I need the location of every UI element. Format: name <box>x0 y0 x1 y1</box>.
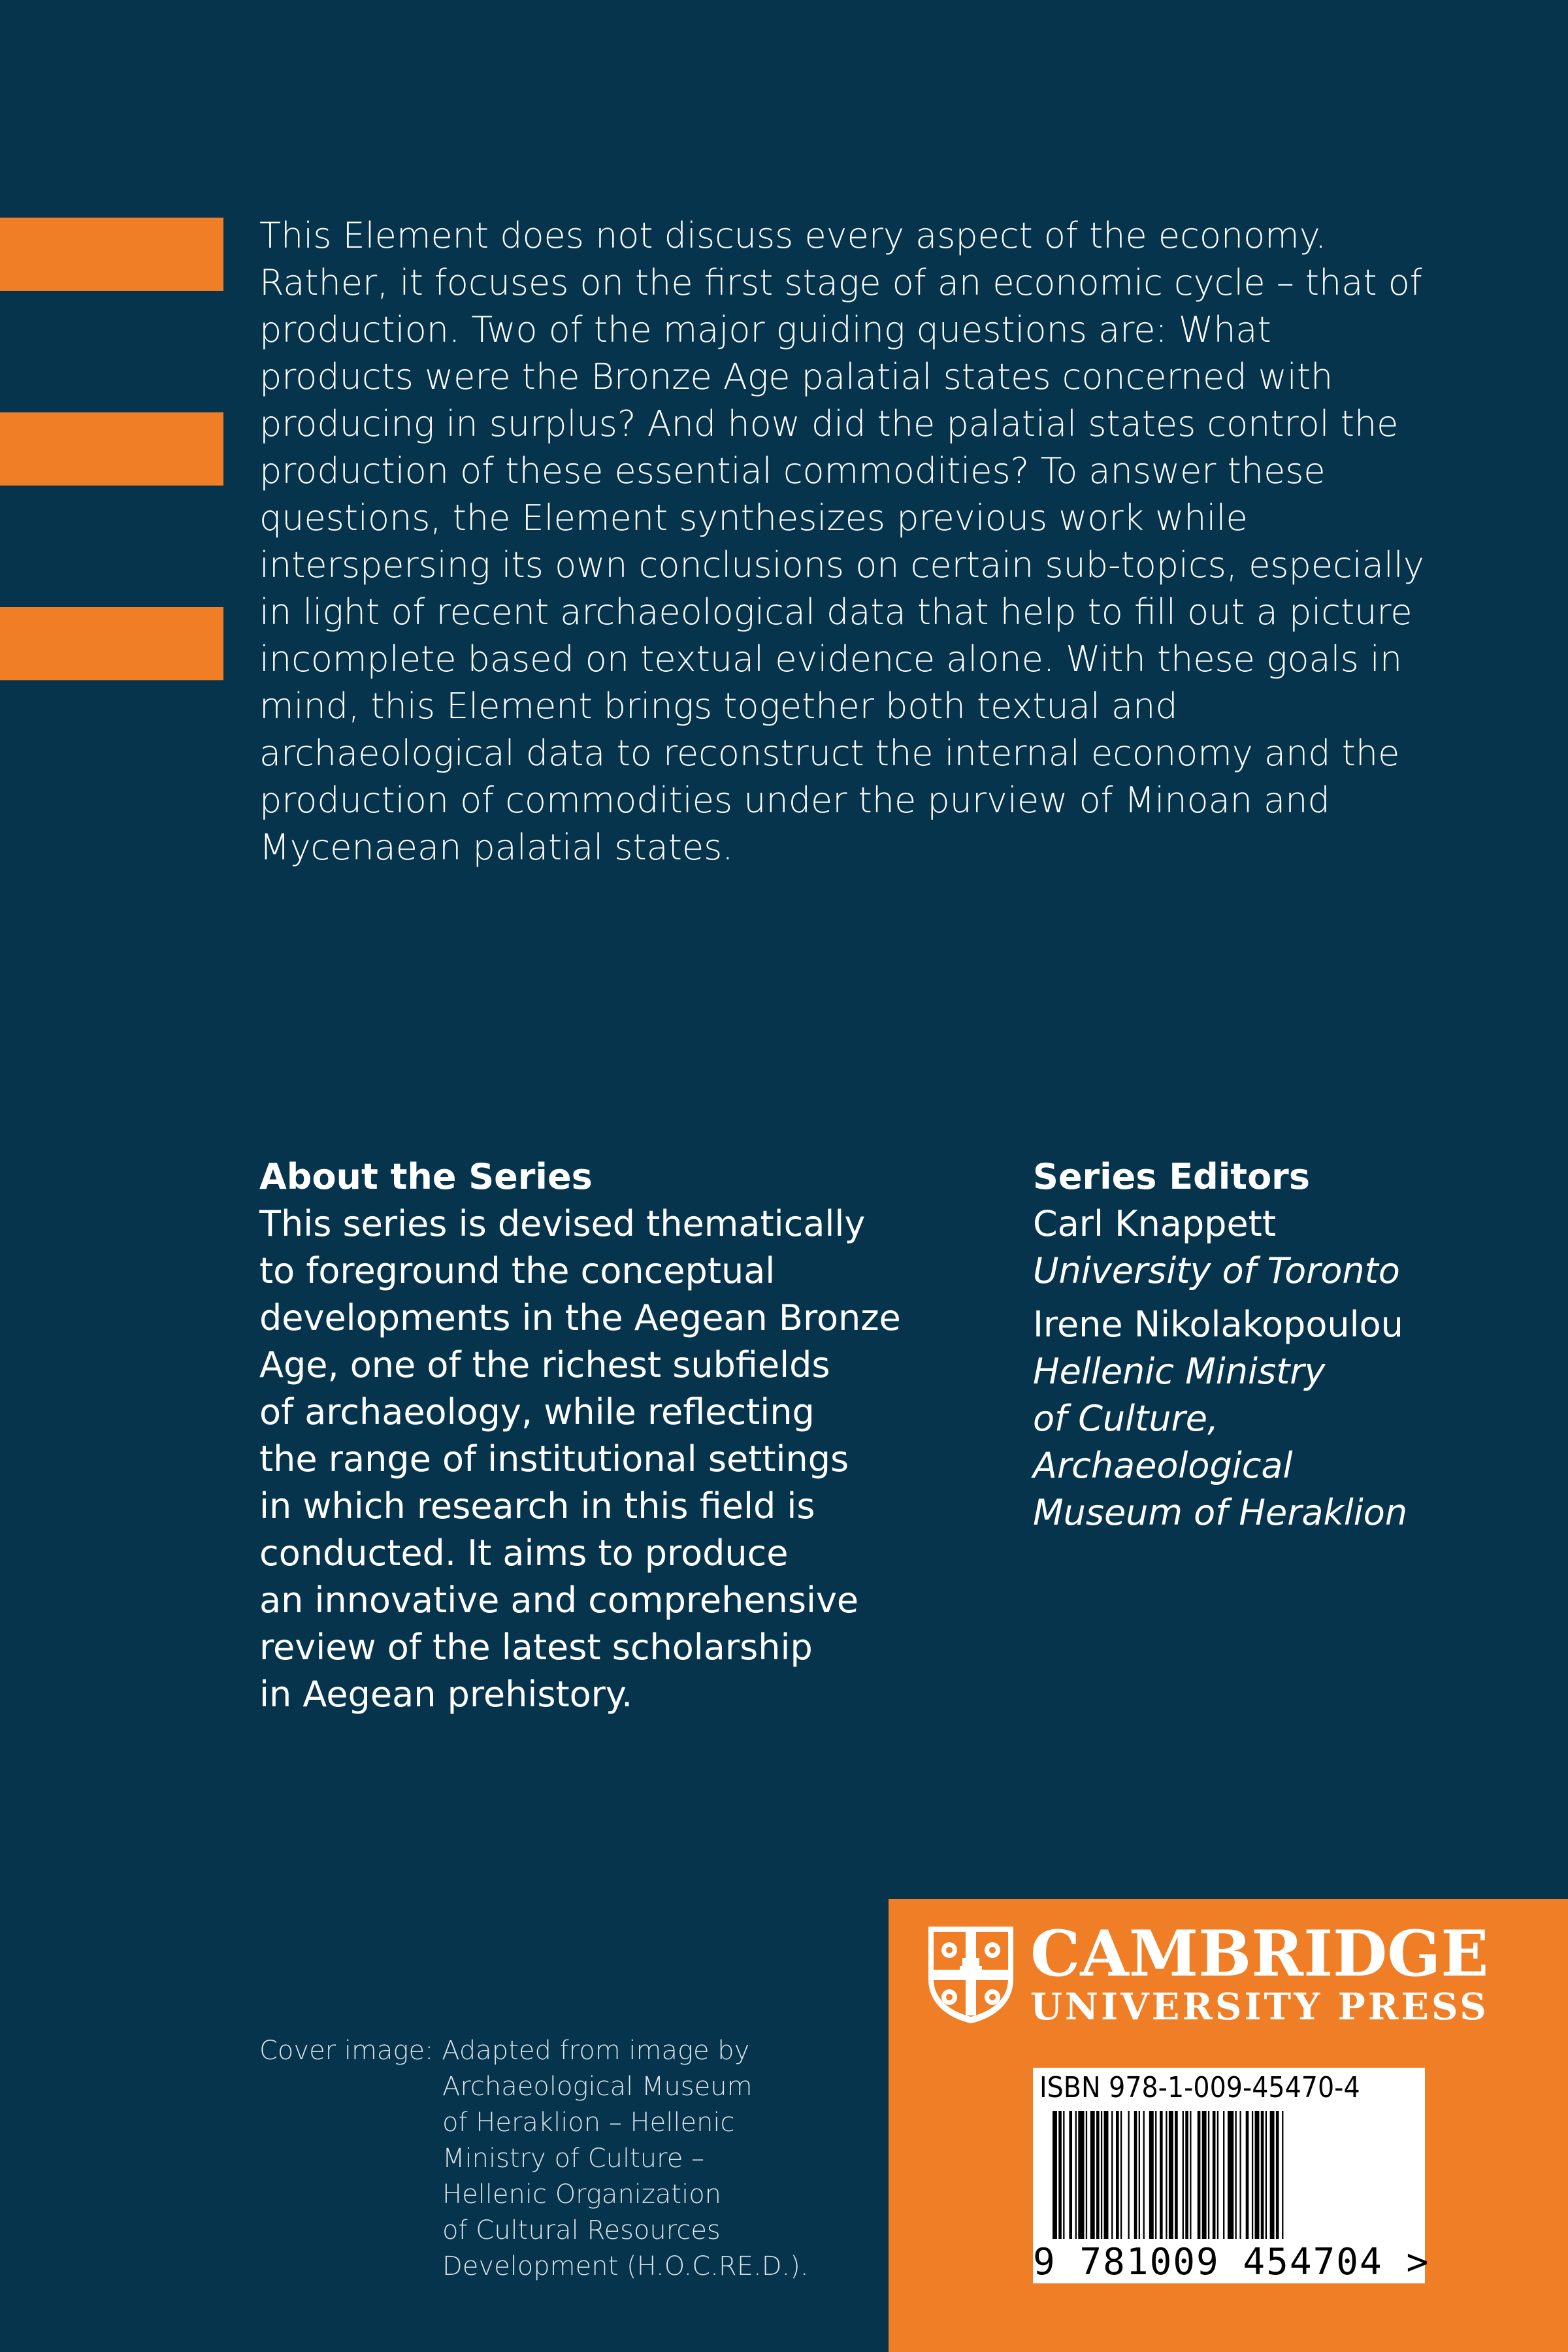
university-crest-icon <box>926 1924 1016 2026</box>
credit-line: of Heraklion – Hellenic <box>442 2108 735 2138</box>
about-line: Age, one of the richest subfields <box>259 1344 830 1385</box>
barcode-bar <box>1101 2111 1102 2239</box>
editor-affiliation: Museum of Heraklion <box>1033 1492 1408 1533</box>
barcode-bar <box>1255 2111 1260 2239</box>
barcode-bar <box>1202 2111 1207 2239</box>
credit-line: Development (H.O.C.RE.D.). <box>442 2251 809 2281</box>
barcode-bar <box>1276 2111 1279 2239</box>
about-line: an innovative and comprehensive <box>259 1580 859 1621</box>
about-text <box>259 1201 978 1718</box>
barcode-bar <box>1169 2111 1173 2239</box>
about-line: This series is devised thematically <box>259 1203 866 1244</box>
barcode-bar <box>1208 2111 1209 2239</box>
publisher-name-line1: CAMBRIDGE <box>1030 1917 1489 1991</box>
barcode-bar <box>1213 2111 1216 2239</box>
barcode-bar <box>1134 2111 1137 2239</box>
series-editors <box>1033 1153 1556 1536</box>
barcode-bar <box>1090 2111 1095 2239</box>
barcode-bar <box>1128 2111 1130 2239</box>
barcode-bar <box>1270 2111 1275 2239</box>
barcode-bar <box>1239 2111 1241 2239</box>
editors-heading: Series Editors <box>1033 1156 1310 1197</box>
barcode-bar <box>1149 2111 1154 2239</box>
cover-image-credit <box>259 2033 860 2285</box>
about-heading: About the Series <box>259 1156 593 1197</box>
about-line: in which research in this field is <box>259 1485 815 1527</box>
credit-line: Ministry of Culture – <box>442 2144 705 2174</box>
barcode-bar <box>1185 2111 1188 2239</box>
barcode-bar <box>1160 2111 1163 2239</box>
editor-name: Irene Nikolakopoulou <box>1033 1304 1403 1345</box>
about-line: review of the latest scholarship <box>259 1627 813 1668</box>
book-description: This Element does not discuss every aspect of the economy. Rather, it focuses on the first stage of an economic cycle – that of production. Two of the major guiding questions are: What products were the Bronze Age palatial states concerned with producing in surplus? And how did the palatial states control the production of these essential commodities? To answer these questions, the Element synthesizes previous work while interspersing its own conclusions on certain sub-topics, especially in light of recent archaeological data that help to fill out a picture incomplete based on textual evidence alone. With these goals in mind, this Element brings together both textual and archaeological data to reconstruct the internal economy and the production of commodities under the purview of Minoan and Mycenaean palatial states. <box>259 215 1424 868</box>
barcode-bar <box>1175 2111 1178 2239</box>
barcode-bar <box>1120 2111 1122 2239</box>
credit-line: Cover image: Adapted from image by <box>259 2036 750 2066</box>
editor-name: Carl Knappett <box>1033 1203 1277 1244</box>
barcode-bar <box>1086 2111 1087 2239</box>
publisher-panel <box>889 1899 1568 2352</box>
barcode-bar <box>1069 2111 1072 2239</box>
barcode-bar <box>1078 2111 1084 2239</box>
barcode-bar <box>1116 2111 1119 2239</box>
barcode-bar <box>1198 2111 1201 2239</box>
barcode-digits: 9 781009 454704 > <box>1033 2241 1430 2283</box>
barcode-bar <box>1266 2111 1267 2239</box>
isbn-barcode <box>1033 2068 1430 2283</box>
credit-line: of Cultural Resources <box>442 2215 721 2245</box>
about-line: conducted. It aims to produce <box>259 1532 789 1574</box>
about-line: developments in the Aegean Bronze <box>259 1297 901 1338</box>
barcode-bar <box>1228 2111 1233 2239</box>
isbn-number: ISBN 978-1-009-45470-4 <box>1039 2071 1360 2104</box>
editor-affiliation: of Culture, <box>1033 1398 1219 1439</box>
barcode-bar <box>1058 2111 1062 2239</box>
barcode-bar <box>1166 2111 1167 2239</box>
barcode-bar <box>1217 2111 1218 2239</box>
about-line: the range of institutional settings <box>259 1438 849 1480</box>
barcode-bar <box>1096 2111 1100 2239</box>
barcode-bar <box>1183 2111 1184 2239</box>
about-line: of archaeology, while reflecting <box>259 1391 815 1433</box>
publisher-name <box>1030 1917 1489 2029</box>
orange-accent-bar <box>0 218 223 291</box>
barcode-bar <box>1104 2111 1109 2239</box>
barcode-bar <box>1190 2111 1191 2239</box>
barcode-bar <box>1111 2111 1113 2239</box>
barcode-bar <box>1282 2111 1283 2239</box>
editor-affiliation: University of Toronto <box>1033 1250 1400 1291</box>
editor-affiliation: Hellenic Ministry <box>1033 1351 1326 1392</box>
credit-line: Hellenic Organization <box>442 2179 722 2210</box>
orange-accent-bar <box>0 412 223 486</box>
barcode-bar <box>1063 2111 1064 2239</box>
about-the-series <box>259 1153 978 1718</box>
barcode-bar <box>1053 2111 1057 2239</box>
barcode-bar <box>1246 2111 1249 2239</box>
barcode-bar <box>1075 2111 1077 2239</box>
barcode-bar <box>1223 2111 1224 2239</box>
barcode-bar <box>1252 2111 1253 2239</box>
barcode-bar <box>1261 2111 1264 2239</box>
barcode-bar <box>1235 2111 1237 2239</box>
about-line: to foreground the conceptual <box>259 1250 776 1291</box>
about-line: in Aegean prehistory. <box>259 1674 633 1715</box>
barcode-bar <box>1155 2111 1156 2239</box>
publisher-name-line2: UNIVERSITY PRESS <box>1030 1985 1489 2029</box>
barcode-bar <box>1139 2111 1140 2239</box>
orange-accent-bar <box>0 607 223 680</box>
barcode-bar <box>1143 2111 1145 2239</box>
credit-line: Archaeological Museum <box>442 2072 753 2102</box>
barcode-bars <box>1041 2111 1417 2242</box>
editor-affiliation: Archaeological <box>1033 1445 1293 1486</box>
